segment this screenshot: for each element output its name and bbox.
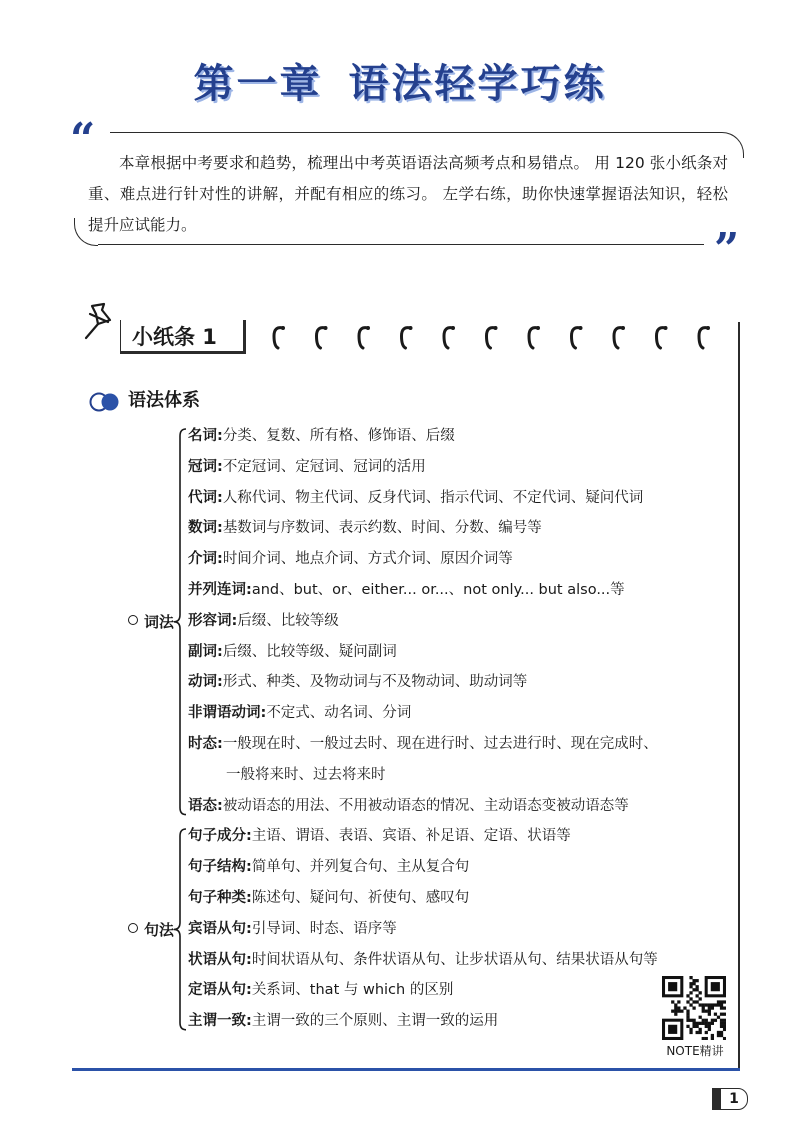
tree-item-separator: : <box>246 828 252 845</box>
tree-item-separator: : <box>217 489 223 506</box>
tree-item <box>188 1009 498 1033</box>
tree-item-text: 不定式、动名词、分词 <box>266 705 412 722</box>
tree-item <box>188 640 397 664</box>
chapter-number: 第一章 <box>193 61 323 107</box>
tree-item-category: 定语从句 <box>188 982 246 999</box>
spiral-ring <box>487 328 496 348</box>
tree-item <box>188 948 658 972</box>
tree-brace <box>172 828 188 1031</box>
tree-item-text: 形式、种类、及物动词与不及物动词、助动词等 <box>222 674 528 691</box>
tree-item-category: 并列连词 <box>188 582 246 598</box>
tree-item-category: 非谓语动词 <box>188 705 261 722</box>
page-number: 1 <box>729 1091 739 1107</box>
tree-item-separator: : <box>217 736 223 752</box>
spiral-ring <box>317 328 326 348</box>
chapter-title <box>0 52 800 109</box>
tree-item-category: 宾语从句 <box>188 920 246 937</box>
tree-item-category: 状语从句 <box>188 951 246 968</box>
tree-branch-label <box>128 610 174 634</box>
tree-item <box>188 455 426 479</box>
tree-item <box>188 824 571 848</box>
spiral-ring <box>614 328 623 348</box>
tree-item-separator: : <box>217 428 223 444</box>
tree-item-category: 冠词 <box>188 458 217 475</box>
qr-caption: NOTE精讲 <box>666 1044 724 1058</box>
tree-item-text: 后缀、比较等级、疑问副词 <box>222 643 397 660</box>
spiral-hole <box>579 326 583 330</box>
tree-item <box>188 486 643 510</box>
toggle-circle-icon <box>88 392 124 412</box>
tree-item-text: 分类、复数、所有格、修饰语、后缀 <box>222 428 455 444</box>
spiral-ring <box>657 328 666 348</box>
spiral-hole <box>324 326 328 330</box>
spiral-hole <box>409 326 413 330</box>
tree-item-category: 句子结构 <box>188 859 246 876</box>
spiral-ring <box>699 328 708 348</box>
tree-item-category: 代词 <box>188 489 217 506</box>
pushpin-icon <box>78 300 122 344</box>
spiral-ring <box>359 328 368 348</box>
intro-paragraph: 本章根据中考要求和趋势，梳理出中考英语语法高频考点和易错点。 用 120 张小纸条对重、难点进行针对性的讲解，并配有相应的练习。 左学右练，助你快速掌握语法知识，轻松提升应试能力。 <box>88 154 728 234</box>
tree-branch-text: 词法 <box>144 612 175 631</box>
tree-item-text: 不定冠词、定冠词、冠词的活用 <box>222 458 426 475</box>
tree-item-category: 名词 <box>188 428 217 444</box>
box-frame-bottom <box>72 1068 740 1071</box>
tree-item-separator: : <box>246 1013 252 1030</box>
tree-item-category: 介词 <box>188 551 217 568</box>
tree-item-text: 引导词、时态、语序等 <box>251 920 397 937</box>
spiral-binding <box>260 318 730 358</box>
tree-item-text: 时间介词、地点介词、方式介词、原因介词等 <box>222 551 513 568</box>
tree-brace <box>172 428 188 816</box>
tree-item <box>188 578 625 602</box>
tree-item-text: 主语、谓语、表语、宾语、补足语、定语、状语等 <box>251 828 571 845</box>
spiral-ring <box>444 328 453 348</box>
tree-item <box>188 701 411 725</box>
tree-item-separator: : <box>246 920 252 937</box>
tree-item-text: 陈述句、疑问句、祈使句、感叹句 <box>251 890 470 906</box>
open-quote-icon: “ <box>70 114 96 165</box>
tree-item-continuation: 一般将来时、过去将来时 <box>226 766 386 783</box>
tree-item-separator: : <box>246 982 252 999</box>
close-quote-icon: ” <box>714 224 740 275</box>
quote-frame-top <box>110 132 722 133</box>
tree-item-separator: : <box>217 458 223 475</box>
tree-item-separator: : <box>246 890 252 906</box>
tree-item <box>188 424 455 448</box>
tree-item-category: 副词 <box>188 643 217 660</box>
tree-item-separator: : <box>260 705 267 722</box>
quote-frame-bottom-curve <box>74 218 98 246</box>
spiral-hole <box>366 326 370 330</box>
tree-item-separator: : <box>246 582 252 598</box>
tree-item-separator: : <box>246 951 252 968</box>
tree-item <box>188 609 339 633</box>
qr-code[interactable] <box>662 976 726 1040</box>
tree-item-text: 关系词、that 与 which 的区别 <box>251 982 454 999</box>
spiral-hole <box>621 326 625 330</box>
section-title: 语法体系 <box>128 390 200 411</box>
tree-item-text: 一般现在时、一般过去时、现在进行时、过去进行时、现在完成时、 <box>222 736 658 752</box>
spiral-ring <box>274 328 283 348</box>
tree-item-category: 形容词 <box>188 612 232 629</box>
tree-branch-text: 句法 <box>144 920 175 939</box>
tree-item-separator: : <box>217 797 223 814</box>
spiral-hole <box>451 326 455 330</box>
spiral-hole <box>706 326 710 330</box>
box-frame-right <box>738 322 740 1070</box>
tree-item <box>188 516 542 540</box>
tree-item-category: 动词 <box>188 674 217 691</box>
tree-item-text: 主谓一致的三个原则、主谓一致的运用 <box>251 1013 499 1030</box>
spiral-hole <box>536 326 540 330</box>
spiral-hole <box>281 326 285 330</box>
tree-item <box>188 732 658 756</box>
tree-item-separator: : <box>246 859 252 876</box>
tree-item-text: 基数词与序数词、表示约数、时间、分数、编号等 <box>222 520 542 537</box>
tree-item <box>188 978 453 1002</box>
tree-item-text: 时间状语从句、条件状语从句、让步状语从句、结果状语从句等 <box>251 951 658 968</box>
branch-bullet-icon <box>128 615 138 625</box>
tree-item-text: 后缀、比较等级 <box>237 612 339 629</box>
spiral-ring <box>402 328 411 348</box>
tree-item-category: 主谓一致 <box>188 1013 246 1030</box>
tree-item-separator: : <box>231 612 238 629</box>
spiral-hole <box>494 326 498 330</box>
tree-item <box>188 547 513 571</box>
tree-item <box>188 855 469 879</box>
tree-branch-label <box>128 918 174 942</box>
quote-frame-bottom <box>98 244 704 245</box>
strip-label: 小纸条 1 <box>132 325 217 349</box>
tree-item <box>188 886 469 910</box>
spiral-ring <box>572 328 581 348</box>
tree-item-category: 句子种类 <box>188 890 246 906</box>
tree-item-text: 简单句、并列复合句、主从复合句 <box>251 859 470 876</box>
tree-item-category: 语态 <box>188 797 217 814</box>
tree-item-category: 句子成分 <box>188 828 246 845</box>
tree-item-separator: : <box>217 643 223 660</box>
tree-item <box>188 917 397 941</box>
branch-bullet-icon <box>128 923 138 933</box>
page-number-flag <box>712 1088 721 1110</box>
tree-item-category: 时态 <box>188 736 217 752</box>
spiral-hole <box>664 326 668 330</box>
tree-item-text: 人称代词、物主代词、反身代词、指示代词、不定代词、疑问代词 <box>222 489 644 506</box>
tree-item-separator: : <box>217 551 223 568</box>
chapter-topic: 语法轻学巧练 <box>348 61 607 107</box>
tree-item-category: 数词 <box>188 520 217 537</box>
tree-item-separator: : <box>217 520 223 537</box>
tree-item <box>188 794 629 818</box>
tree-item-text: 被动语态的用法、不用被动语态的情况、主动语态变被动语态等 <box>222 797 629 814</box>
tree-item <box>188 670 527 694</box>
spiral-ring <box>529 328 538 348</box>
tree-item-separator: : <box>217 674 223 691</box>
tree-item-text: and、but、or、either... or...、not only... but also...等 <box>251 582 625 598</box>
